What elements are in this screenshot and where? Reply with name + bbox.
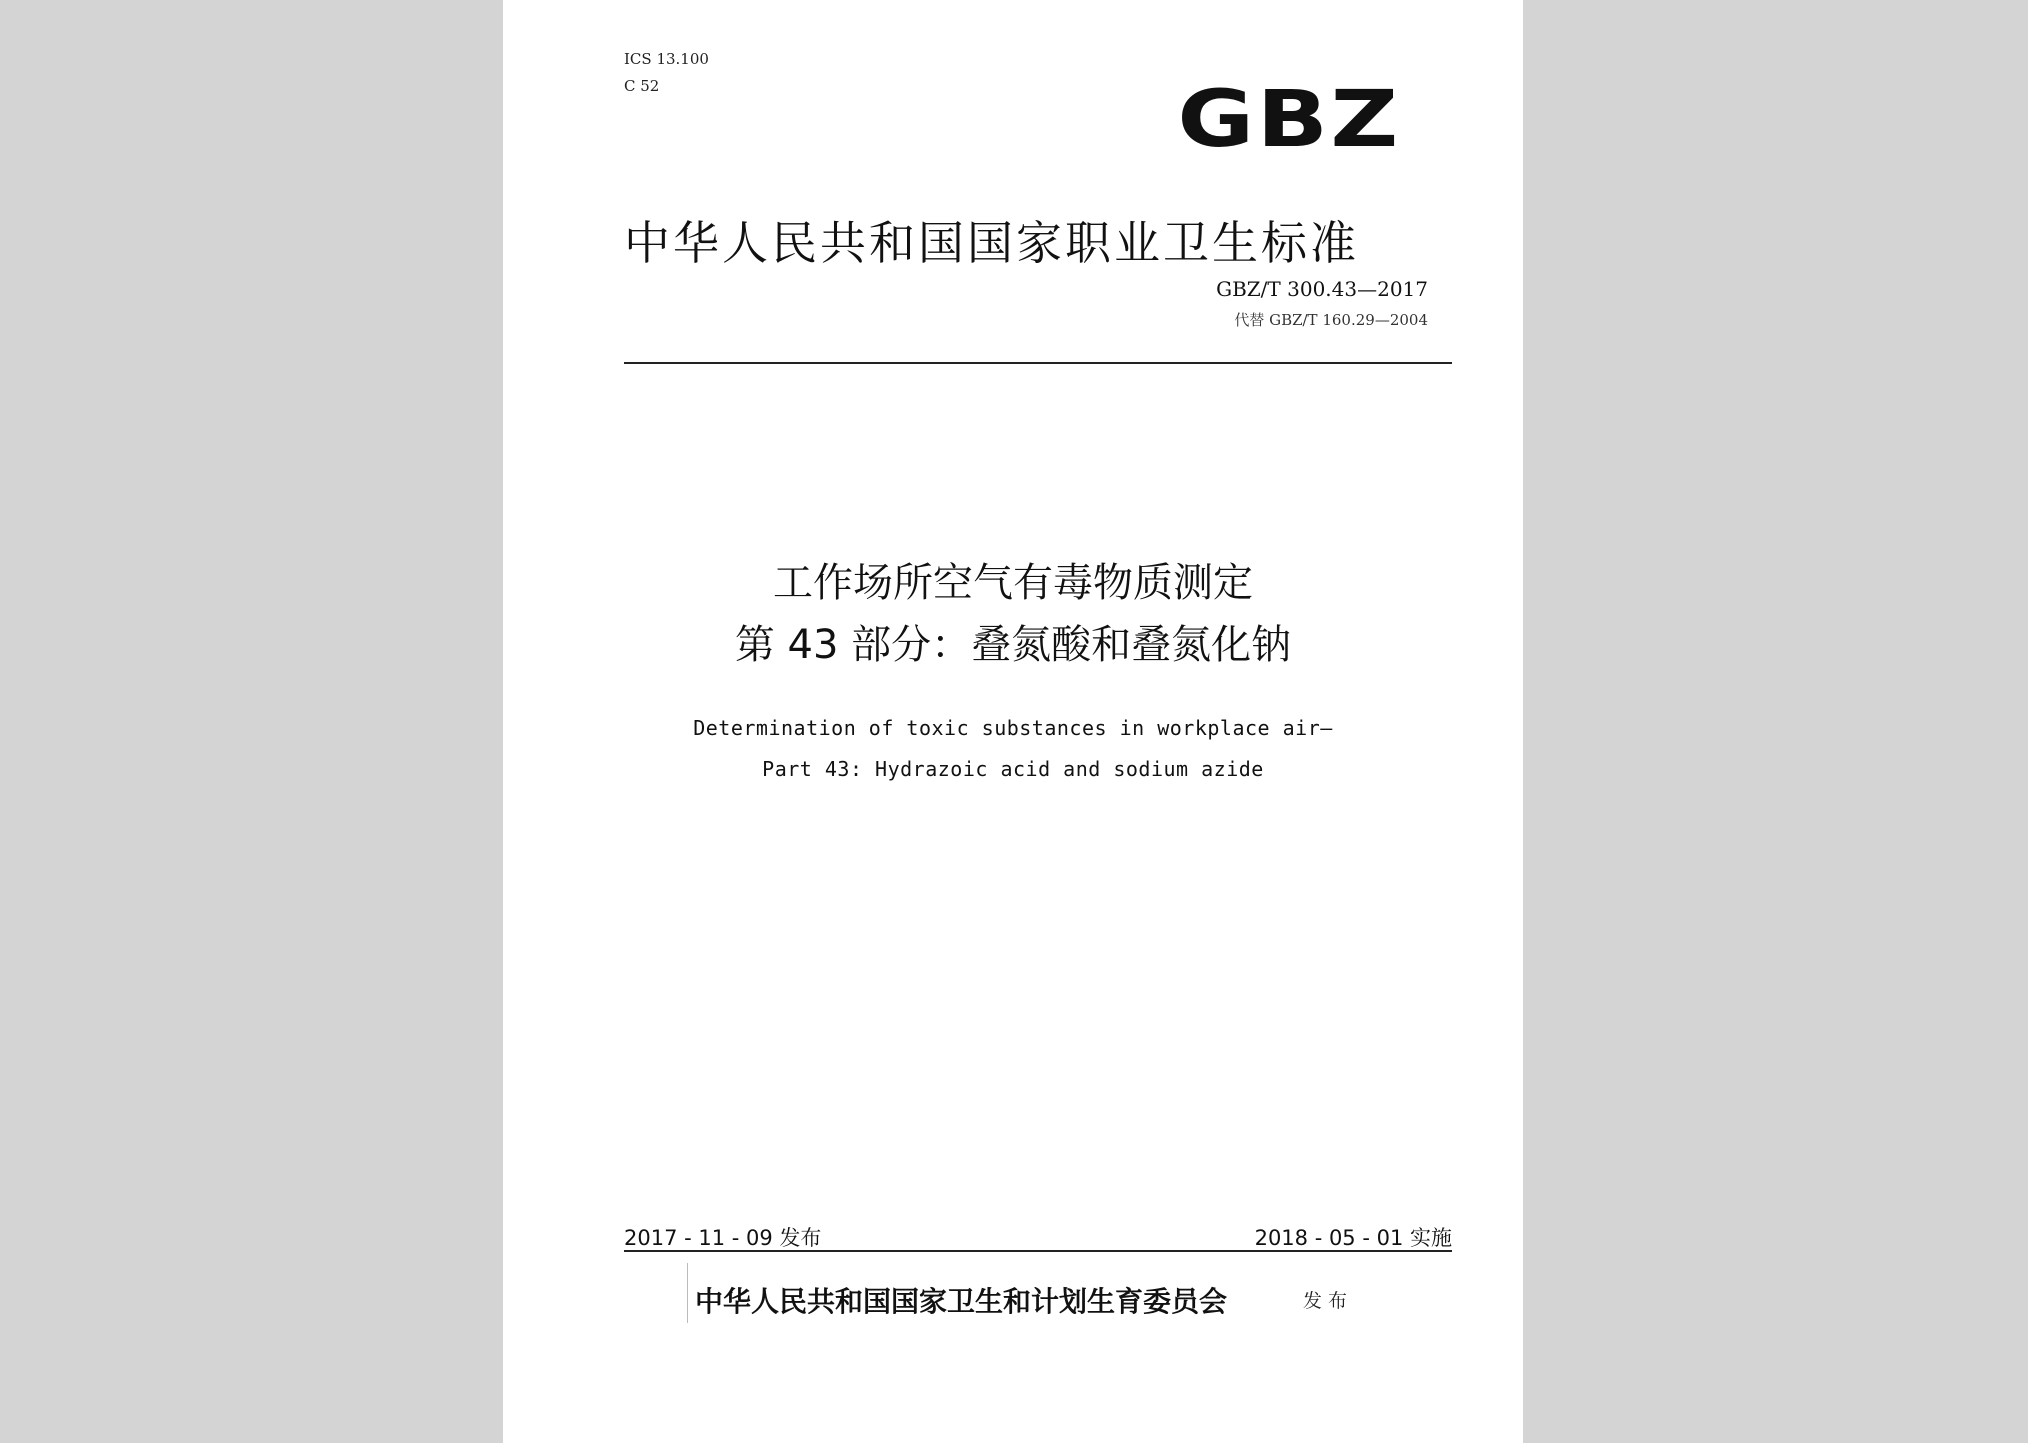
publish-label: 发布	[1303, 1290, 1354, 1312]
standard-code: GBZ/T 300.43—2017	[1216, 277, 1428, 301]
publisher-divider	[687, 1263, 688, 1323]
ccs-code: C 52	[624, 77, 660, 95]
title-en-line1: Determination of toxic substances in workplace air—	[693, 716, 1333, 740]
title-en-line2: Part 43: Hydrazoic acid and sodium azide	[762, 757, 1264, 781]
gbz-logo-text: GBZ	[1177, 75, 1401, 165]
footer-divider	[624, 1250, 1452, 1252]
title-zh-line1: 工作场所空气有毒物质测定	[773, 560, 1253, 606]
ics-code: ICS 13.100	[624, 50, 709, 68]
gbz-logo	[1177, 74, 1401, 166]
title-zh-line2: 第 43 部分：叠氮酸和叠氮化钠	[734, 622, 1292, 668]
header-divider	[624, 362, 1452, 364]
implementation-date: 2018 - 05 - 01 实施	[1254, 1226, 1452, 1250]
publisher-name: 中华人民共和国国家卫生和计划生育委员会	[695, 1285, 1228, 1318]
standard-replaces: 代替 GBZ/T 160.29—2004	[1234, 311, 1428, 329]
issue-date: 2017 - 11 - 09 发布	[624, 1226, 822, 1250]
standard-type: 中华人民共和国国家职业卫生标准	[624, 216, 1359, 270]
document-page	[503, 0, 1523, 1443]
